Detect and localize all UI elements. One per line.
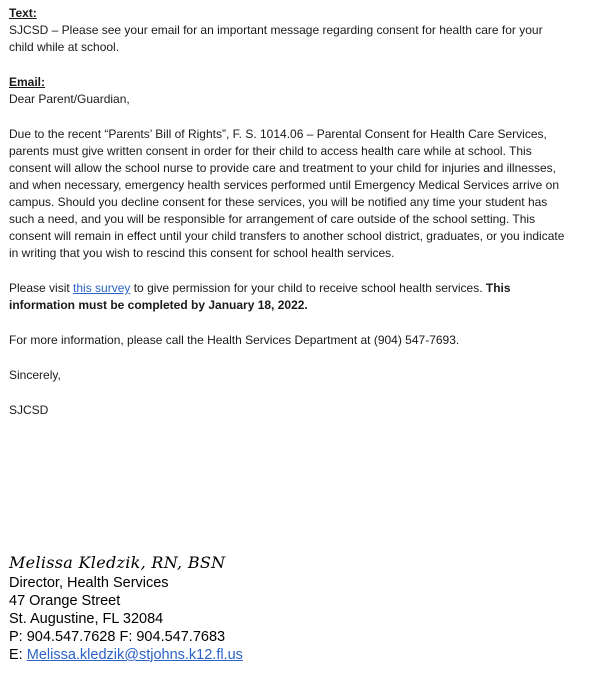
signature-phone-fax: P: 904.547.7628 F: 904.547.7683: [9, 629, 226, 645]
greeting: Dear Parent/Guardian,: [9, 92, 130, 106]
survey-link[interactable]: this survey: [73, 281, 131, 295]
signature-name: Melissa Kledzik, RN, BSN: [9, 553, 226, 572]
text-heading: Text:: [9, 6, 37, 20]
signature-title: Director, Health Services: [9, 575, 169, 591]
survey-paragraph: [9, 280, 569, 314]
signature-street: 47 Orange Street: [9, 593, 121, 609]
info-paragraph: For more information, please call the Health Services Department at (904) 547-7693.: [9, 333, 460, 347]
signature-email-link[interactable]: Melissa.kledzik@stjohns.k12.fl.us: [26, 647, 243, 663]
email-heading: Email:: [9, 75, 46, 89]
document-body: [9, 5, 569, 419]
deadline-text: This information must be completed by January 18, 2022.: [9, 281, 511, 312]
signature-block: [9, 552, 569, 664]
survey-prefix: Please visit: [9, 281, 74, 295]
closing: Sincerely,: [9, 368, 61, 382]
email-body-paragraph: Due to the recent “Parents’ Bill of Rights”, F. S. 1014.06 – Parental Consent for Health Care Services, parents must give written consent in order for their child to access health care while at school. This consent will allow the school nurse to provide care and treatment to your child for injuries and illnesses, and when necessary, emergency health services performed until Emergency Medical Services arrive on campus. Should you decline consent for these services, you will be notified any time your student has such a need, and you will be responsible for arrangement of care outside of the school setting. This consent will remain in effect until your child transfers to another school district, graduates, or you indicate in writing that you wish to rescind this consent for school health services.: [9, 127, 565, 260]
signature-city: St. Augustine, FL 32084: [9, 611, 164, 627]
sender-name: SJCSD: [9, 403, 49, 417]
signature-email-prefix: E:: [9, 647, 27, 663]
survey-suffix: to give permission for your child to receive school health services.: [130, 281, 486, 295]
text-message: SJCSD – Please see your email for an important message regarding consent for health care for your child while at school.: [9, 23, 543, 54]
signature-email-line: [9, 646, 569, 664]
